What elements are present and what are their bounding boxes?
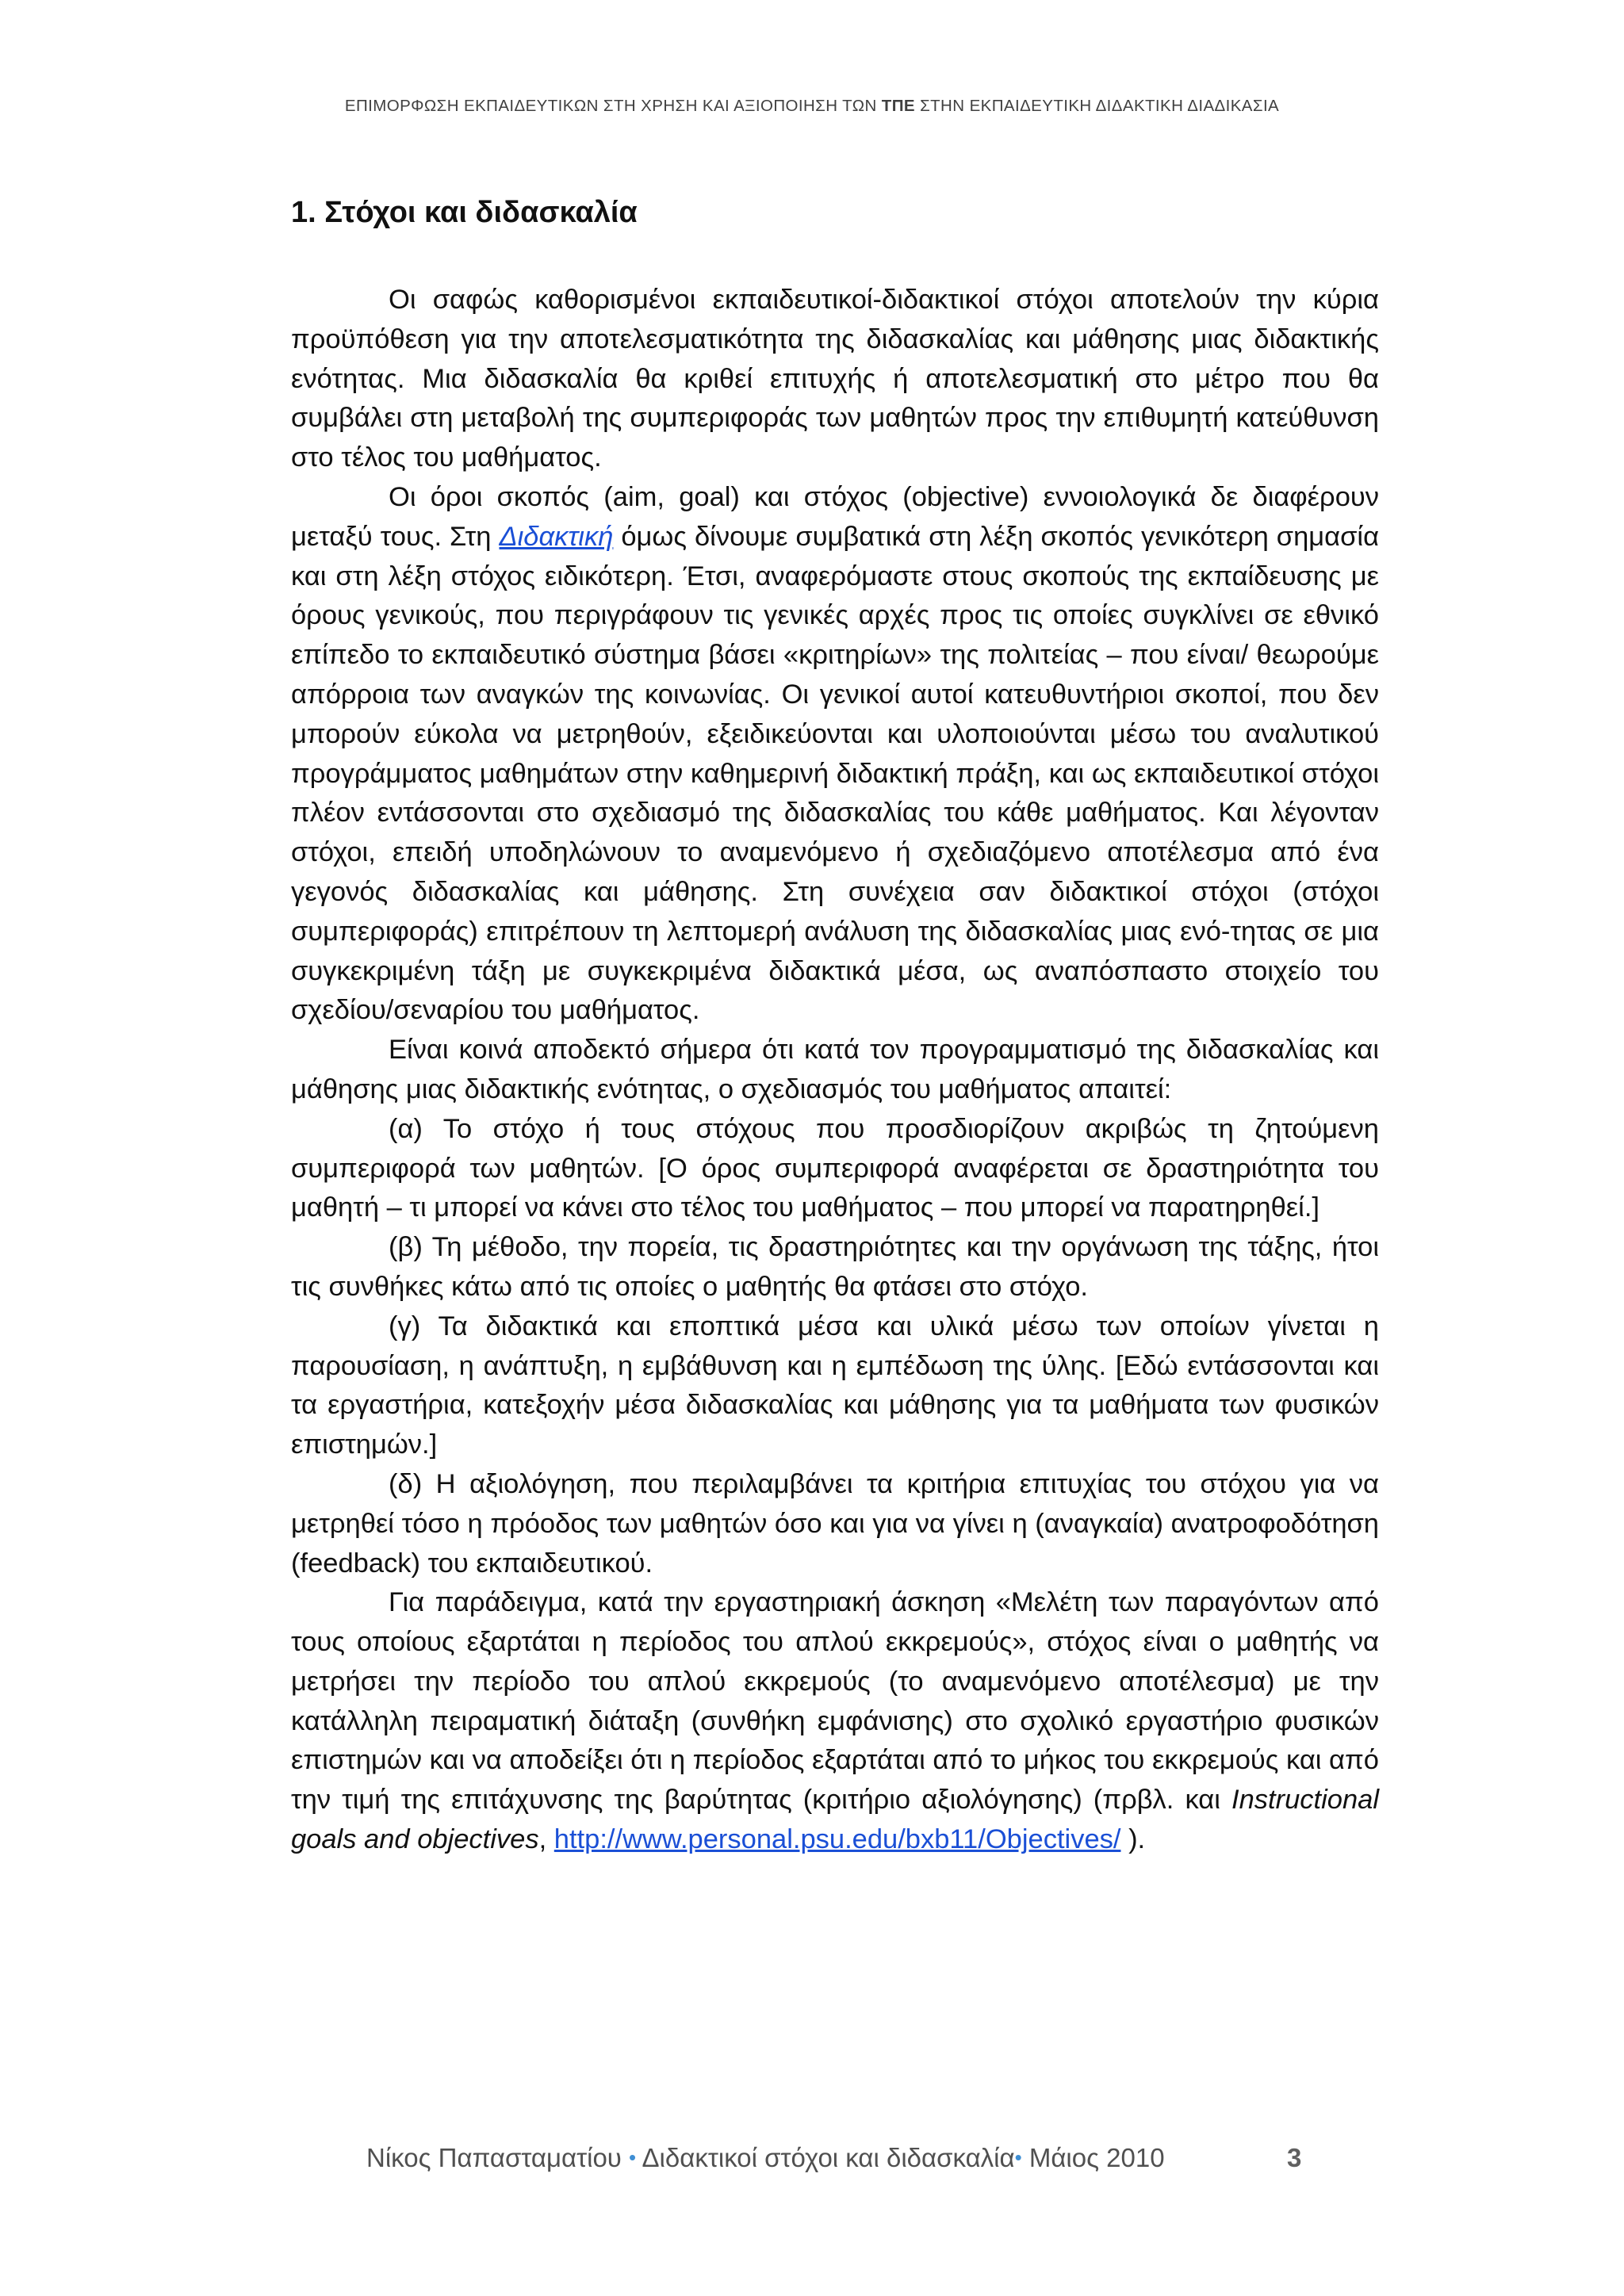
paragraph-4 (291, 1583, 1379, 1860)
paragraph-2-text-after: όμως δίνουμε συμβατικά στη λέξη σκοπός γενικότερη σημασία και στη λέξη στόχος ειδικότερη. Έτσι, αναφερόμαστε στους σκοπούς της εκπαίδευσης με όρους γενικούς, που περιγράφουν τις γενικές αρχές προς τις οποίες συγκλίνει σε εθνικό επίπεδο το εκπαιδευτικό σύστημα βάσει «κριτηρίων» της πολιτείας – που είναι/ θεωρούμε απόρροια των αναγκών της κοινωνίας. Οι γενικοί αυτοί κατευθυντήριοι σκοποί, που δεν μπορούν εύκολα να μετρηθούν, εξειδικεύονται και υλοποιούνται μέσω του αναλυτικού προγράμματος μαθημάτων στην καθημερινή διδακτική πράξη, και ως εκπαιδευτικοί στόχοι πλέον εντάσσονται στο σχεδιασμό της διδασκαλίας του κάθε μαθήματος. Και λέγονταν στόχοι, επειδή υποδηλώνουν το αναμενόμενο ή σχεδιαζόμενο αποτέλεσμα από ένα γεγονός διδασκαλίας και μάθησης. Στη συνέχεια σαν διδακτικοί στόχοι (στόχοι συμπεριφοράς) επιτρέπουν τη λεπτομερή ανάλυση της διδασκαλίας μιας ενό-τητας σε μια συγκεκριμένη τάξη με συγκεκριμένα διδακτικά μέσα, ως αναπόσπαστο στοιχείο του σχεδίου/σεναρίου του μαθήματος. (291, 521, 1380, 1026)
list-item-b: (β) Τη μέθοδο, την πορεία, τις δραστηριότητες και την οργάνωση της τάξης, ήτοι τις συνθήκες κάτω από τις οποίες ο μαθητής θα φτάσει στο στόχο. (291, 1232, 1379, 1302)
running-header (0, 97, 1624, 116)
footer-text (366, 2143, 1165, 2173)
reference-comma: , (538, 1824, 554, 1855)
header-text-part1: ΕΠΙΜΟΡΦΩΣΗ ΕΚΠΑΙΔΕΥΤΙΚΩΝ ΣΤΗ ΧΡΗΣΗ ΚΑΙ ΑΞΙΟΠΟΙΗΣΗ ΤΩΝ (344, 97, 882, 115)
footer-title: Διδακτικοί στόχοι και διδασκαλία (642, 2143, 1015, 2172)
document-body (291, 189, 1379, 1860)
paragraph-4-end: ). (1120, 1824, 1146, 1855)
list-item-c: (γ) Τα διδακτικά και εποπτικά μέσα και υλικά μέσω των οποίων γίνεται η παρουσίαση, η ανάπτυξη, η εμβάθυνση και η εμπέδωση της ύλης. [Εδώ εντάσσονται και τα εργαστήρια, κατεξοχήν μέσα διδασκαλίας και μάθησης για τα μαθήματα των φυσικών επιστημών.] (291, 1311, 1379, 1460)
header-text-part2: ΣΤΗΝ ΕΚΠΑΙΔΕΥΤΙΚΗ ΔΙΔΑΚΤΙΚΗ ΔΙΑΔΙΚΑΣΙΑ (914, 97, 1280, 115)
footer-author: Νίκος Παπασταματίου (366, 2143, 622, 2172)
paragraph-3: Είναι κοινά αποδεκτό σήμερα ότι κατά τον προγραμματισμό της διδασκαλίας και μάθησης μιας διδακτικής ενότητας, ο σχεδιασμός του μαθήματος απαιτεί: (291, 1035, 1379, 1104)
reference-title: Instructional goals and objectives (291, 1785, 1379, 1855)
footer-bullet-icon: • (629, 2145, 637, 2169)
section-title: 1. Στόχοι και διδασκαλία (291, 196, 638, 229)
paragraph-4-text: Για παράδειγμα, κατά την εργαστηριακή άσκηση «Μελέτη των παραγόντων από τους οποίους εξαρτάται η περίοδος του απλού εκκρεμούς», στόχος είναι ο μαθητής να μετρήσει την περίοδο του απλού εκκρεμούς (το αναμενόμενο αποτέλεσμα) με την κατάλληλη πειραματική διάταξη (συνθήκη εμφάνισης) στο σχολικό εργαστήριο φυσικών επιστημών και να αποδείξει ότι η περίοδος εξαρτάται από το μήκος του εκκρεμούς και από την τιμή της επιτάχυνσης της βαρύτητας (κριτήριο αξιολόγησης) (πρβλ. και (291, 1587, 1379, 1816)
didaktiki-link[interactable]: Διδακτική (499, 521, 614, 552)
objectives-url-link[interactable]: http://www.personal.psu.edu/bxb11/Objectives/ (553, 1824, 1121, 1855)
paragraph-1: Οι σαφώς καθορισμένοι εκπαιδευτικοί-διδακτικοί στόχοι αποτελούν την κύρια προϋπόθεση για την αποτελεσματικότητα της διδασκαλίας και μάθησης μιας διδακτικής ενότητας. Μια διδασκαλία θα κριθεί επιτυχής ή αποτελεσματική στο μέτρο που θα συμβάλει στη μεταβολή της συμπεριφοράς των μαθητών προς την επιθυμητή κατεύθυνση στο τέλος του μαθήματος. (291, 285, 1379, 473)
list-item-a: (α) Το στόχο ή τους στόχους που προσδιορίζουν ακριβώς τη ζητούμενη συμπεριφορά των μαθητών. [Ο όρος συμπεριφορά αναφέρεται σε δραστηριότητα του μαθητή – τι μπορεί να κάνει στο τέλος του μαθήματος – που μπορεί να παρατηρηθεί.] (291, 1113, 1379, 1223)
footer-date: Μάιος 2010 (1028, 2143, 1165, 2172)
header-text-bold: ΤΠΕ (881, 97, 915, 115)
paragraph-2 (291, 478, 1379, 1031)
list-item-d: (δ) Η αξιολόγηση, που περιλαμβάνει τα κριτήρια επιτυχίας του στόχου για να μετρηθεί τόσο η πρόοδος των μαθητών όσο και για να γίνει η (αναγκαία) ανατροφοδότηση (feedback) του εκπαιδευτικού. (291, 1468, 1379, 1578)
page-number: 3 (1287, 2143, 1302, 2172)
paragraph-2-text-before: Οι όροι σκοπός (aim, goal) και στόχος (objective) εννοιολογικά δε διαφέρουν μεταξύ τους. Στη (291, 481, 1379, 552)
footer-bullet-icon: • (1014, 2145, 1022, 2169)
